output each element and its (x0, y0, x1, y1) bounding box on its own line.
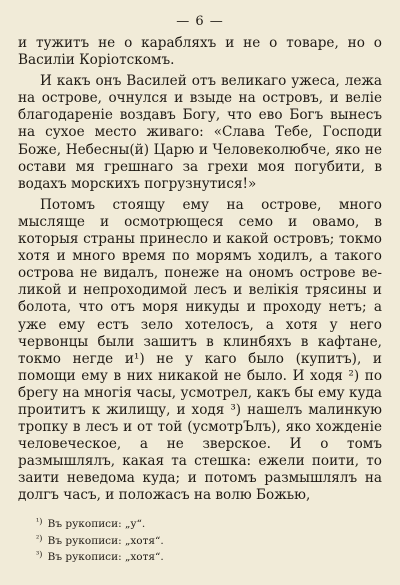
footnote-mark: ¹) (36, 517, 43, 526)
footnote-3 (36, 548, 376, 565)
paragraph-2: И какъ онъ Василей отъ великаго ужеса, лежа на острове, очнулся и взыде на островъ, и веліе благодареніе воздавъ Богу, что ево Богъ вынесъ на сухое место живаго: «Слава Тебе, Господи Боже, Небесны(й) Царю и Человеколюбче, яко не остави мя грешнаго за грехи моя погубити, в водахъ морскихъ погрузнутися!» (18, 73, 382, 192)
footnote-2 (36, 532, 376, 549)
footnote-text: Въ рукописи: „хотя“. (47, 551, 164, 563)
paragraph-1: и тужитъ не о карабляхъ и не о товаре, но о Василіи Коріотскомъ. (18, 35, 382, 69)
footnote-text: Въ рукописи: „хотя“. (47, 534, 164, 547)
footnote-mark: ²) (36, 533, 43, 543)
page-number: — 6 — (176, 14, 224, 29)
footnotes (36, 515, 376, 565)
body-text (18, 35, 382, 505)
footnote-text: Въ рукописи: „у“. (47, 518, 146, 530)
paragraph-3: Потомъ стоящу ему на острове, много мысляще и осмотрющеся семо и овамо, в которыя страны принесло и какой островъ; токмо хотя и много время по морямъ ходилъ, а такого острова не видалъ, понеже на ономъ острове великой и непроходимой лесъ и велікія трясины и болота, что отъ моря никуды и проходу нетъ; а уже ему естъ зело хотелосъ, а хотя у него червонцы были зашитъ в клинбяхъ в кафтане, токмо негде и¹) не у каго было (купитъ), и помощи ему в них никакой не было. И ходя ²) по брегу на многія часы, усмотрел, какъ бы ему куда проититъ к жилищу, и ходя ³) нашелъ малинкую тропку в лесъ и от той (усмотрЪлъ), яко хожденіе человеческое, а не зверское. И о томъ размышлялъ, какая та стешка: ежели поити, то заити неведома куда; и потомъ размышлялъ на долгъ часъ, и положасъ на волю Божью, (18, 196, 382, 504)
footnote-1 (36, 515, 376, 532)
footnote-mark: ³) (36, 550, 43, 559)
